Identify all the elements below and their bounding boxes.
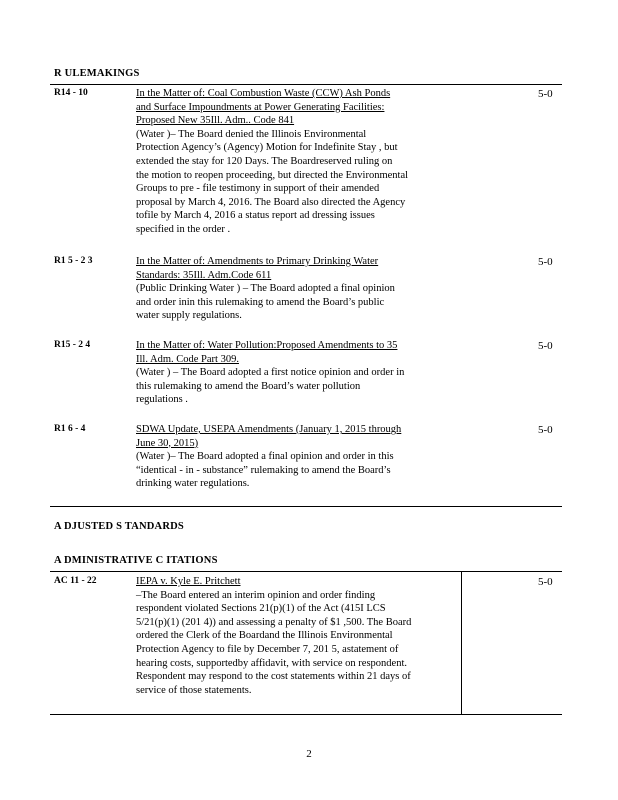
citations-column-rule <box>461 571 462 714</box>
rulemaking-vote: 5-0 <box>538 88 553 100</box>
rulemaking-entry <box>136 87 456 237</box>
rulemaking-vote: 5-0 <box>538 424 553 436</box>
rulemaking-number: R1 5 - 2 3 <box>54 256 93 266</box>
rulemaking-number: R15 - 2 4 <box>54 340 91 350</box>
citation-number: AC 11 - 22 <box>54 576 97 586</box>
rulemaking-title: SDWA Update, USEPA Amendments (January 1, 2015 through June 30, 2015) <box>136 424 402 449</box>
rulemaking-vote: 5-0 <box>538 256 553 268</box>
rulemakings-top-rule <box>50 84 562 85</box>
rulemaking-title: In the Matter of: Coal Combustion Waste (CCW) Ash Ponds and Surface Impoundments at Power Generating Facilities: Proposed New 35Ill. Adm.. Code 841 <box>136 88 391 127</box>
rulemakings-bottom-rule <box>50 506 562 507</box>
rulemaking-title: In the Matter of: Water Pollution:Proposed Amendments to 35 Ill. Adm. Code Part 309. <box>136 340 398 365</box>
rulemaking-entry <box>136 255 456 323</box>
rulemaking-description: (Water )– The Board denied the Illinois Environmental Protection Agency’s (Agency) Motion for Indefinite Stay , but extended the stay for 120 Days. The Boardreserved ruling on the motion to reopen proceeding, but directed the Environmental Groups to pre - file testimony in support of their amended proposal by March 4, 2016. The Board also directed the Agency tofile by March 4, 2016 a status report ad dressing issues specified in the order . <box>136 128 409 235</box>
rulemaking-entry <box>136 423 456 491</box>
citations-top-rule <box>50 571 562 572</box>
rulemaking-title: In the Matter of: Amendments to Primary Drinking Water Standards: 35Ill. Adm.Code 611 <box>136 256 379 281</box>
rulemaking-number: R14 - 10 <box>54 88 88 98</box>
rulemaking-description: (Public Drinking Water ) – The Board adopted a final opinion and order inin this rulemaking to amend the Board’s public water supply regulations. <box>136 283 395 322</box>
rulemaking-number: R1 6 - 4 <box>54 424 86 434</box>
rulemaking-description: (Water )– The Board adopted a final opinion and order in this “identical - in - substance” rulemaking to amend the Board’s drinking water regulations. <box>136 451 394 490</box>
citation-vote: 5-0 <box>538 576 553 588</box>
citation-description: –The Board entered an interim opinion and order finding respondent violated Sections 21(p)(1) of the Act (415I LCS 5/21(p)(1) (201 4)) and assessing a penalty of $1 ,500. The Board ordered the Clerk of the Boardand the Illinois Environmental Protection Agency to file by December 7, 201 5, astatement of hearing costs, supportedby affidavit, with service on respondent. Respondent may respond to the cost statements within 21 days of service of those statements. <box>136 589 412 696</box>
rulemaking-entry <box>136 339 456 407</box>
page-number: 2 <box>306 748 312 760</box>
administrative-citations-heading: A DMINISTRATIVE C ITATIONS <box>54 555 218 566</box>
citations-bottom-rule <box>50 714 562 715</box>
adjusted-standards-heading: A DJUSTED S TANDARDS <box>54 521 184 532</box>
rulemaking-description: (Water ) – The Board adopted a first notice opinion and order in this rulemaking to amend the Board’s water pollution regulations . <box>136 367 405 406</box>
rulemakings-heading: R ULEMAKINGS <box>54 68 140 79</box>
citation-entry <box>136 575 456 697</box>
citation-title: IEPA v. Kyle E. Pritchett <box>136 576 241 587</box>
rulemaking-vote: 5-0 <box>538 340 553 352</box>
